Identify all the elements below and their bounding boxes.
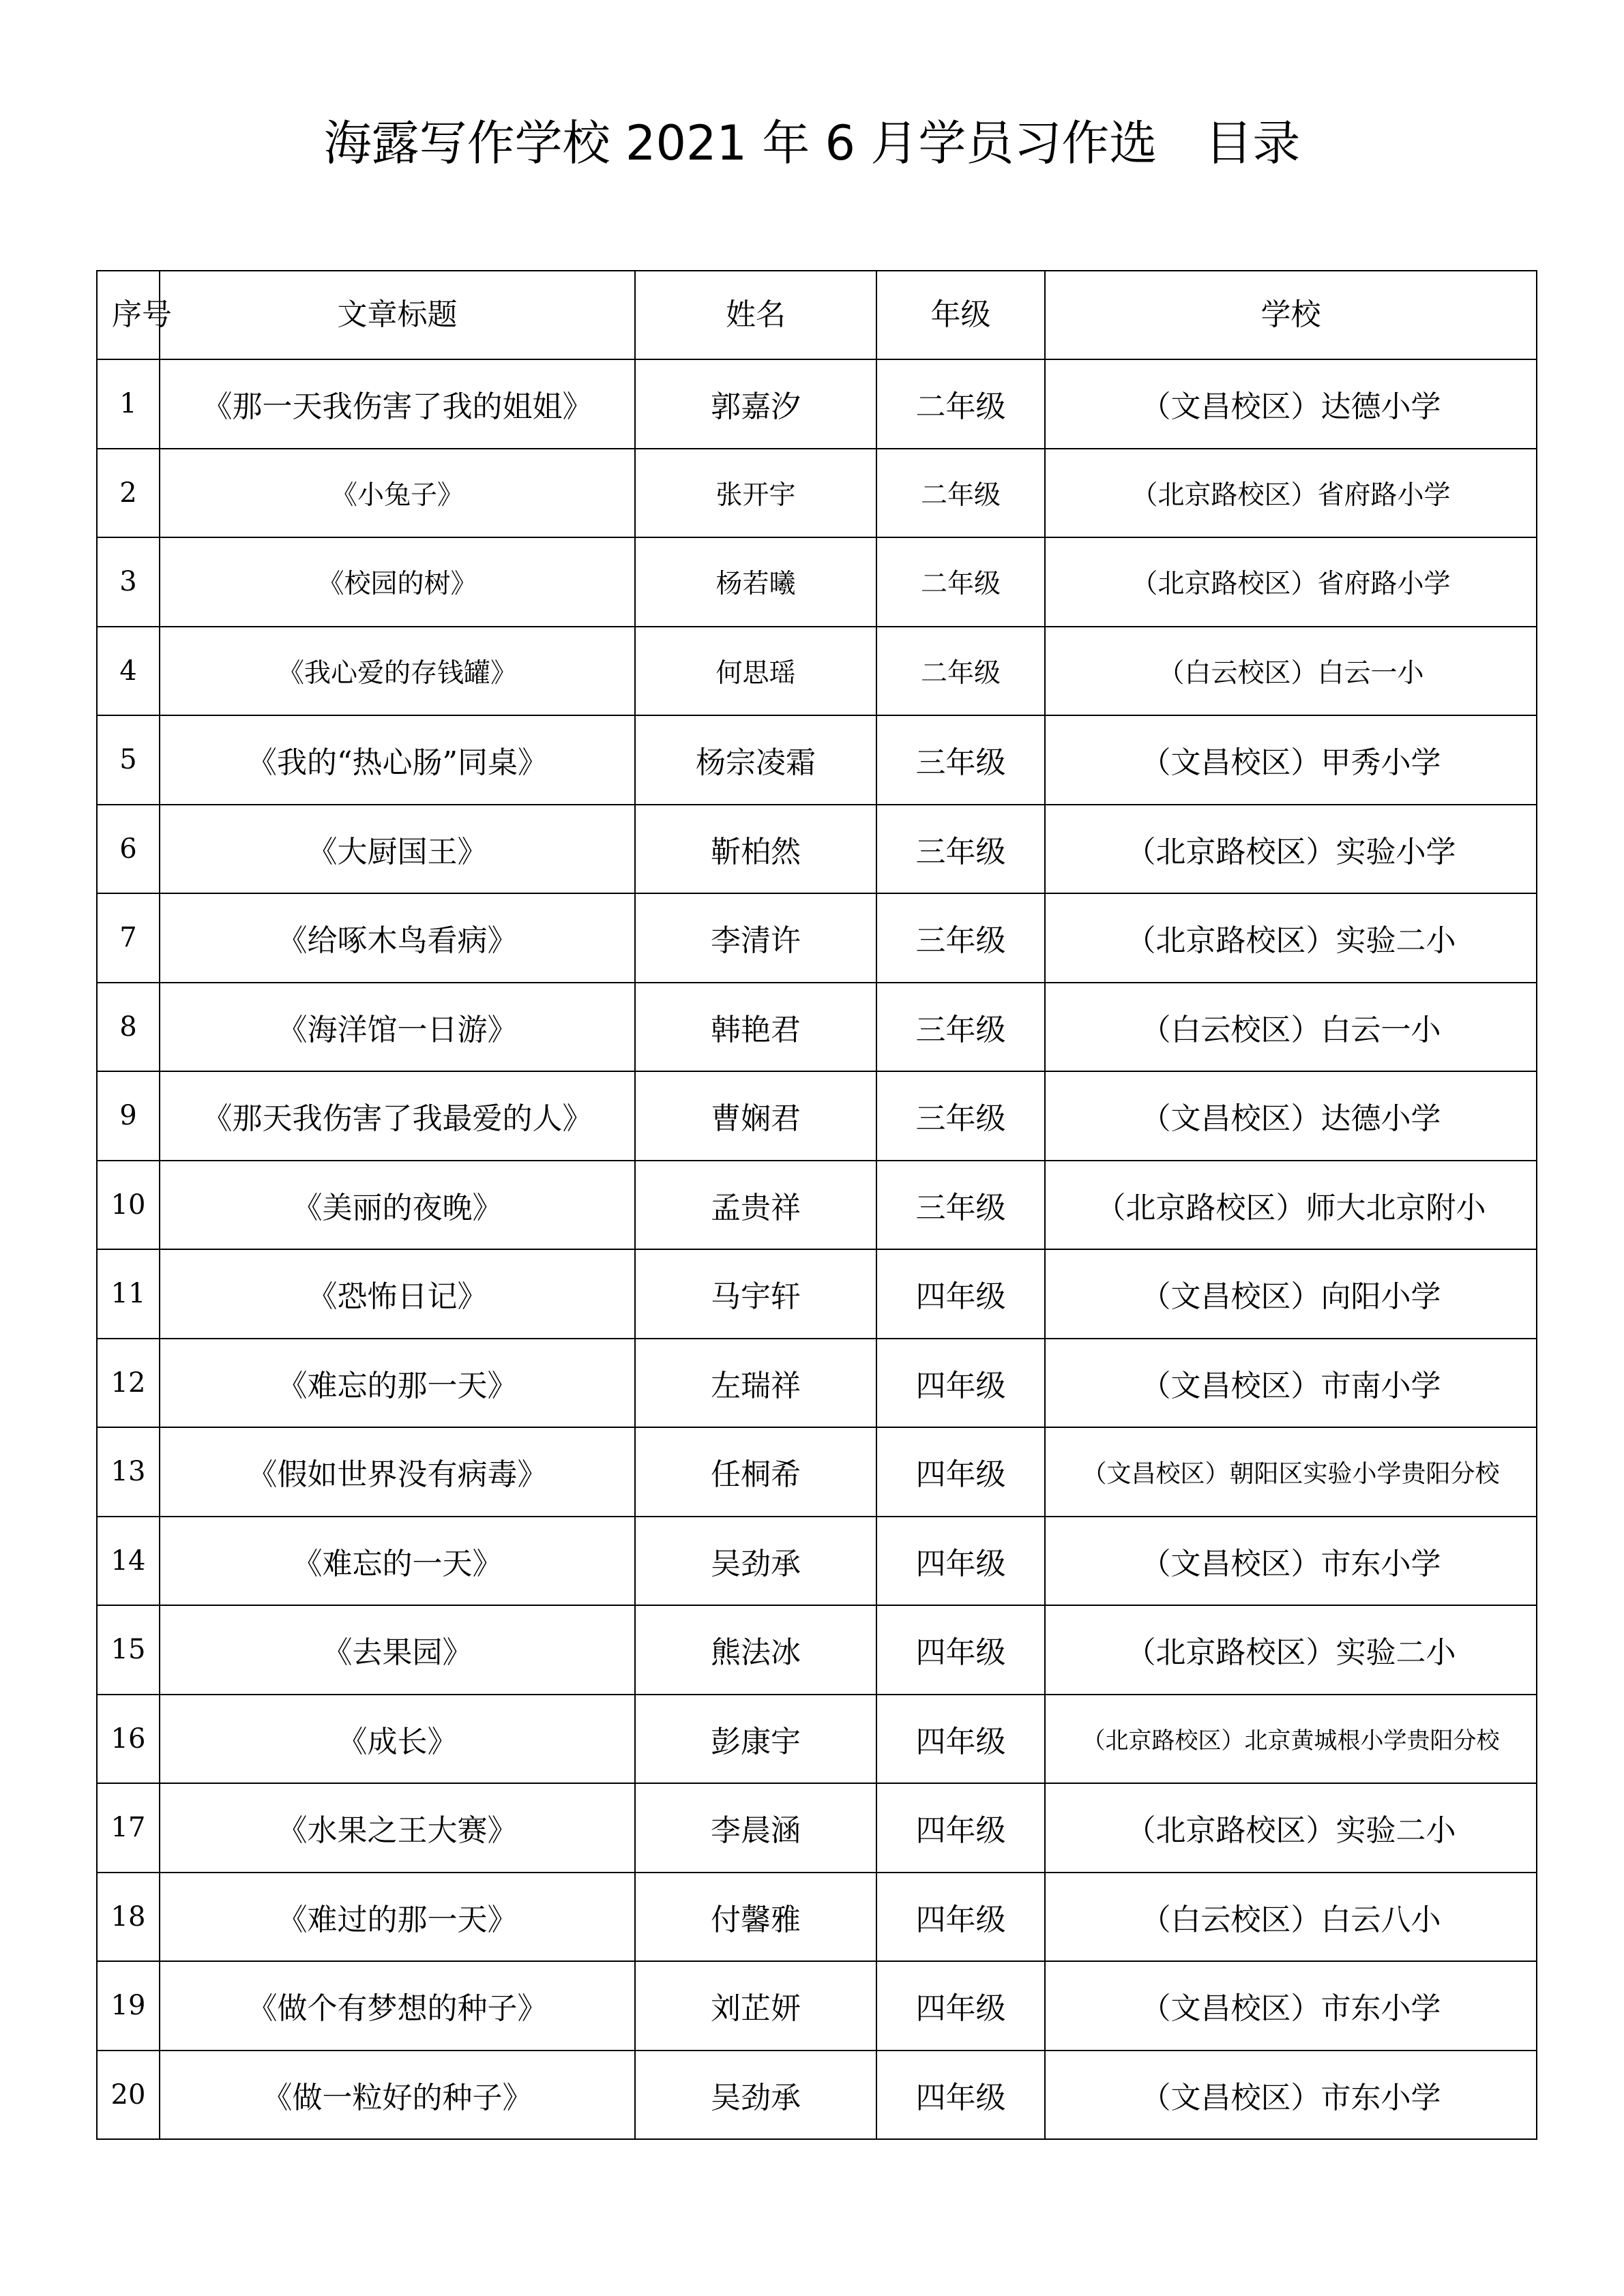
cell-grade: 四年级 [876,2051,1045,2140]
cell-no: 8 [97,983,160,1072]
cell-title: 《大厨国王》 [160,805,635,894]
cell-school: （文昌校区）市东小学 [1045,1517,1537,1606]
cell-title: 《校园的树》 [160,537,635,627]
cell-name: 付馨雅 [635,1873,876,1962]
cell-name: 韩艳君 [635,983,876,1072]
table-row [97,1249,1537,1339]
header-row [97,271,1537,359]
cell-grade: 二年级 [876,449,1045,538]
cell-name: 李清许 [635,893,876,983]
cell-school: （北京路校区）实验二小 [1045,1605,1537,1695]
cell-school: （文昌校区）向阳小学 [1045,1249,1537,1339]
cell-grade: 二年级 [876,359,1045,449]
cell-title: 《美丽的夜晚》 [160,1161,635,1250]
table-row [97,2051,1537,2140]
cell-no: 11 [97,1249,160,1339]
page-title: 海露写作学校 2021 年 6 月学员习作选 目录 [323,115,1301,171]
header-school: 学校 [1045,271,1537,359]
cell-school: （白云校区）白云一小 [1045,627,1537,716]
cell-title: 《难忘的一天》 [160,1517,635,1606]
cell-school: （文昌校区）朝阳区实验小学贵阳分校 [1045,1427,1537,1517]
table-row [97,1873,1537,1962]
cell-title: 《做一粒好的种子》 [160,2051,635,2140]
cell-school: （北京路校区）实验小学 [1045,805,1537,894]
cell-name: 李晨涵 [635,1783,876,1873]
cell-no: 19 [97,1961,160,2051]
table-row [97,1071,1537,1161]
cell-school: （白云校区）白云八小 [1045,1873,1537,1962]
cell-name: 左瑞祥 [635,1339,876,1428]
cell-no: 13 [97,1427,160,1517]
table-row [97,1695,1537,1784]
table-row [97,1961,1537,2051]
cell-grade: 三年级 [876,983,1045,1072]
cell-name: 吴劲承 [635,2051,876,2140]
cell-name: 靳柏然 [635,805,876,894]
cell-school: （文昌校区）甲秀小学 [1045,715,1537,805]
table-row [97,1783,1537,1873]
cell-no: 6 [97,805,160,894]
cell-grade: 四年级 [876,1605,1045,1695]
cell-no: 18 [97,1873,160,1962]
cell-name: 郭嘉汐 [635,359,876,449]
cell-name: 彭康宇 [635,1695,876,1784]
cell-name: 杨若曦 [635,537,876,627]
cell-grade: 二年级 [876,537,1045,627]
header-grade: 年级 [876,271,1045,359]
cell-name: 张开宇 [635,449,876,538]
cell-no: 4 [97,627,160,716]
cell-school: （文昌校区）市东小学 [1045,2051,1537,2140]
table-row [97,1339,1537,1428]
cell-school: （文昌校区）市东小学 [1045,1961,1537,2051]
cell-school: （文昌校区）市南小学 [1045,1339,1537,1428]
cell-name: 马宇轩 [635,1249,876,1339]
cell-school: （文昌校区）达德小学 [1045,359,1537,449]
cell-grade: 四年级 [876,1517,1045,1606]
cell-no: 16 [97,1695,160,1784]
cell-grade: 三年级 [876,1161,1045,1250]
cell-title: 《难过的那一天》 [160,1873,635,1962]
header-name: 姓名 [635,271,876,359]
cell-title: 《小兔子》 [160,449,635,538]
cell-no: 12 [97,1339,160,1428]
cell-title: 《那天我伤害了我最爱的人》 [160,1071,635,1161]
cell-grade: 二年级 [876,627,1045,716]
cell-title: 《我心爱的存钱罐》 [160,627,635,716]
table-row [97,983,1537,1072]
table-row [97,1161,1537,1250]
cell-no: 9 [97,1071,160,1161]
cell-title: 《那一天我伤害了我的姐姐》 [160,359,635,449]
cell-no: 14 [97,1517,160,1606]
cell-grade: 三年级 [876,715,1045,805]
cell-school: （北京路校区）北京黄城根小学贵阳分校 [1045,1695,1537,1784]
cell-no: 5 [97,715,160,805]
table-row [97,805,1537,894]
cell-name: 曹娴君 [635,1071,876,1161]
cell-grade: 三年级 [876,893,1045,983]
cell-grade: 三年级 [876,1071,1045,1161]
cell-title: 《成长》 [160,1695,635,1784]
table-row [97,627,1537,716]
toc-table [96,270,1537,2140]
cell-name: 何思瑶 [635,627,876,716]
cell-no: 15 [97,1605,160,1695]
cell-no: 2 [97,449,160,538]
cell-grade: 四年级 [876,1961,1045,2051]
cell-name: 孟贵祥 [635,1161,876,1250]
cell-no: 1 [97,359,160,449]
cell-grade: 四年级 [876,1427,1045,1517]
cell-school: （文昌校区）达德小学 [1045,1071,1537,1161]
cell-title: 《假如世界没有病毒》 [160,1427,635,1517]
cell-school: （北京路校区）省府路小学 [1045,449,1537,538]
cell-no: 7 [97,893,160,983]
table-row [97,537,1537,627]
table-row [97,715,1537,805]
cell-title: 《去果园》 [160,1605,635,1695]
header-title: 文章标题 [160,271,635,359]
table-body [97,359,1537,2139]
cell-school: （北京路校区）师大北京附小 [1045,1161,1537,1250]
cell-no: 3 [97,537,160,627]
cell-name: 刘芷妍 [635,1961,876,2051]
cell-grade: 四年级 [876,1695,1045,1784]
table-header [97,271,1537,359]
table-row [97,1605,1537,1695]
cell-no: 17 [97,1783,160,1873]
cell-school: （北京路校区）实验二小 [1045,1783,1537,1873]
cell-name: 熊法冰 [635,1605,876,1695]
cell-title: 《恐怖日记》 [160,1249,635,1339]
cell-title: 《给啄木鸟看病》 [160,893,635,983]
table-row [97,449,1537,538]
cell-grade: 四年级 [876,1873,1045,1962]
cell-title: 《水果之王大赛》 [160,1783,635,1873]
table-row [97,893,1537,983]
table-row [97,1427,1537,1517]
cell-name: 任桐希 [635,1427,876,1517]
cell-school: （北京路校区）省府路小学 [1045,537,1537,627]
cell-grade: 四年级 [876,1249,1045,1339]
cell-school: （白云校区）白云一小 [1045,983,1537,1072]
cell-grade: 三年级 [876,805,1045,894]
cell-title: 《做个有梦想的种子》 [160,1961,635,2051]
cell-name: 杨宗凌霜 [635,715,876,805]
cell-name: 吴劲承 [635,1517,876,1606]
cell-title: 《难忘的那一天》 [160,1339,635,1428]
cell-school: （北京路校区）实验二小 [1045,893,1537,983]
header-no: 序号 [97,271,160,359]
cell-no: 20 [97,2051,160,2140]
cell-title: 《海洋馆一日游》 [160,983,635,1072]
cell-grade: 四年级 [876,1783,1045,1873]
table-row [97,359,1537,449]
table-row [97,1517,1537,1606]
cell-no: 10 [97,1161,160,1250]
cell-title: 《我的“热心肠”同桌》 [160,715,635,805]
cell-grade: 四年级 [876,1339,1045,1428]
